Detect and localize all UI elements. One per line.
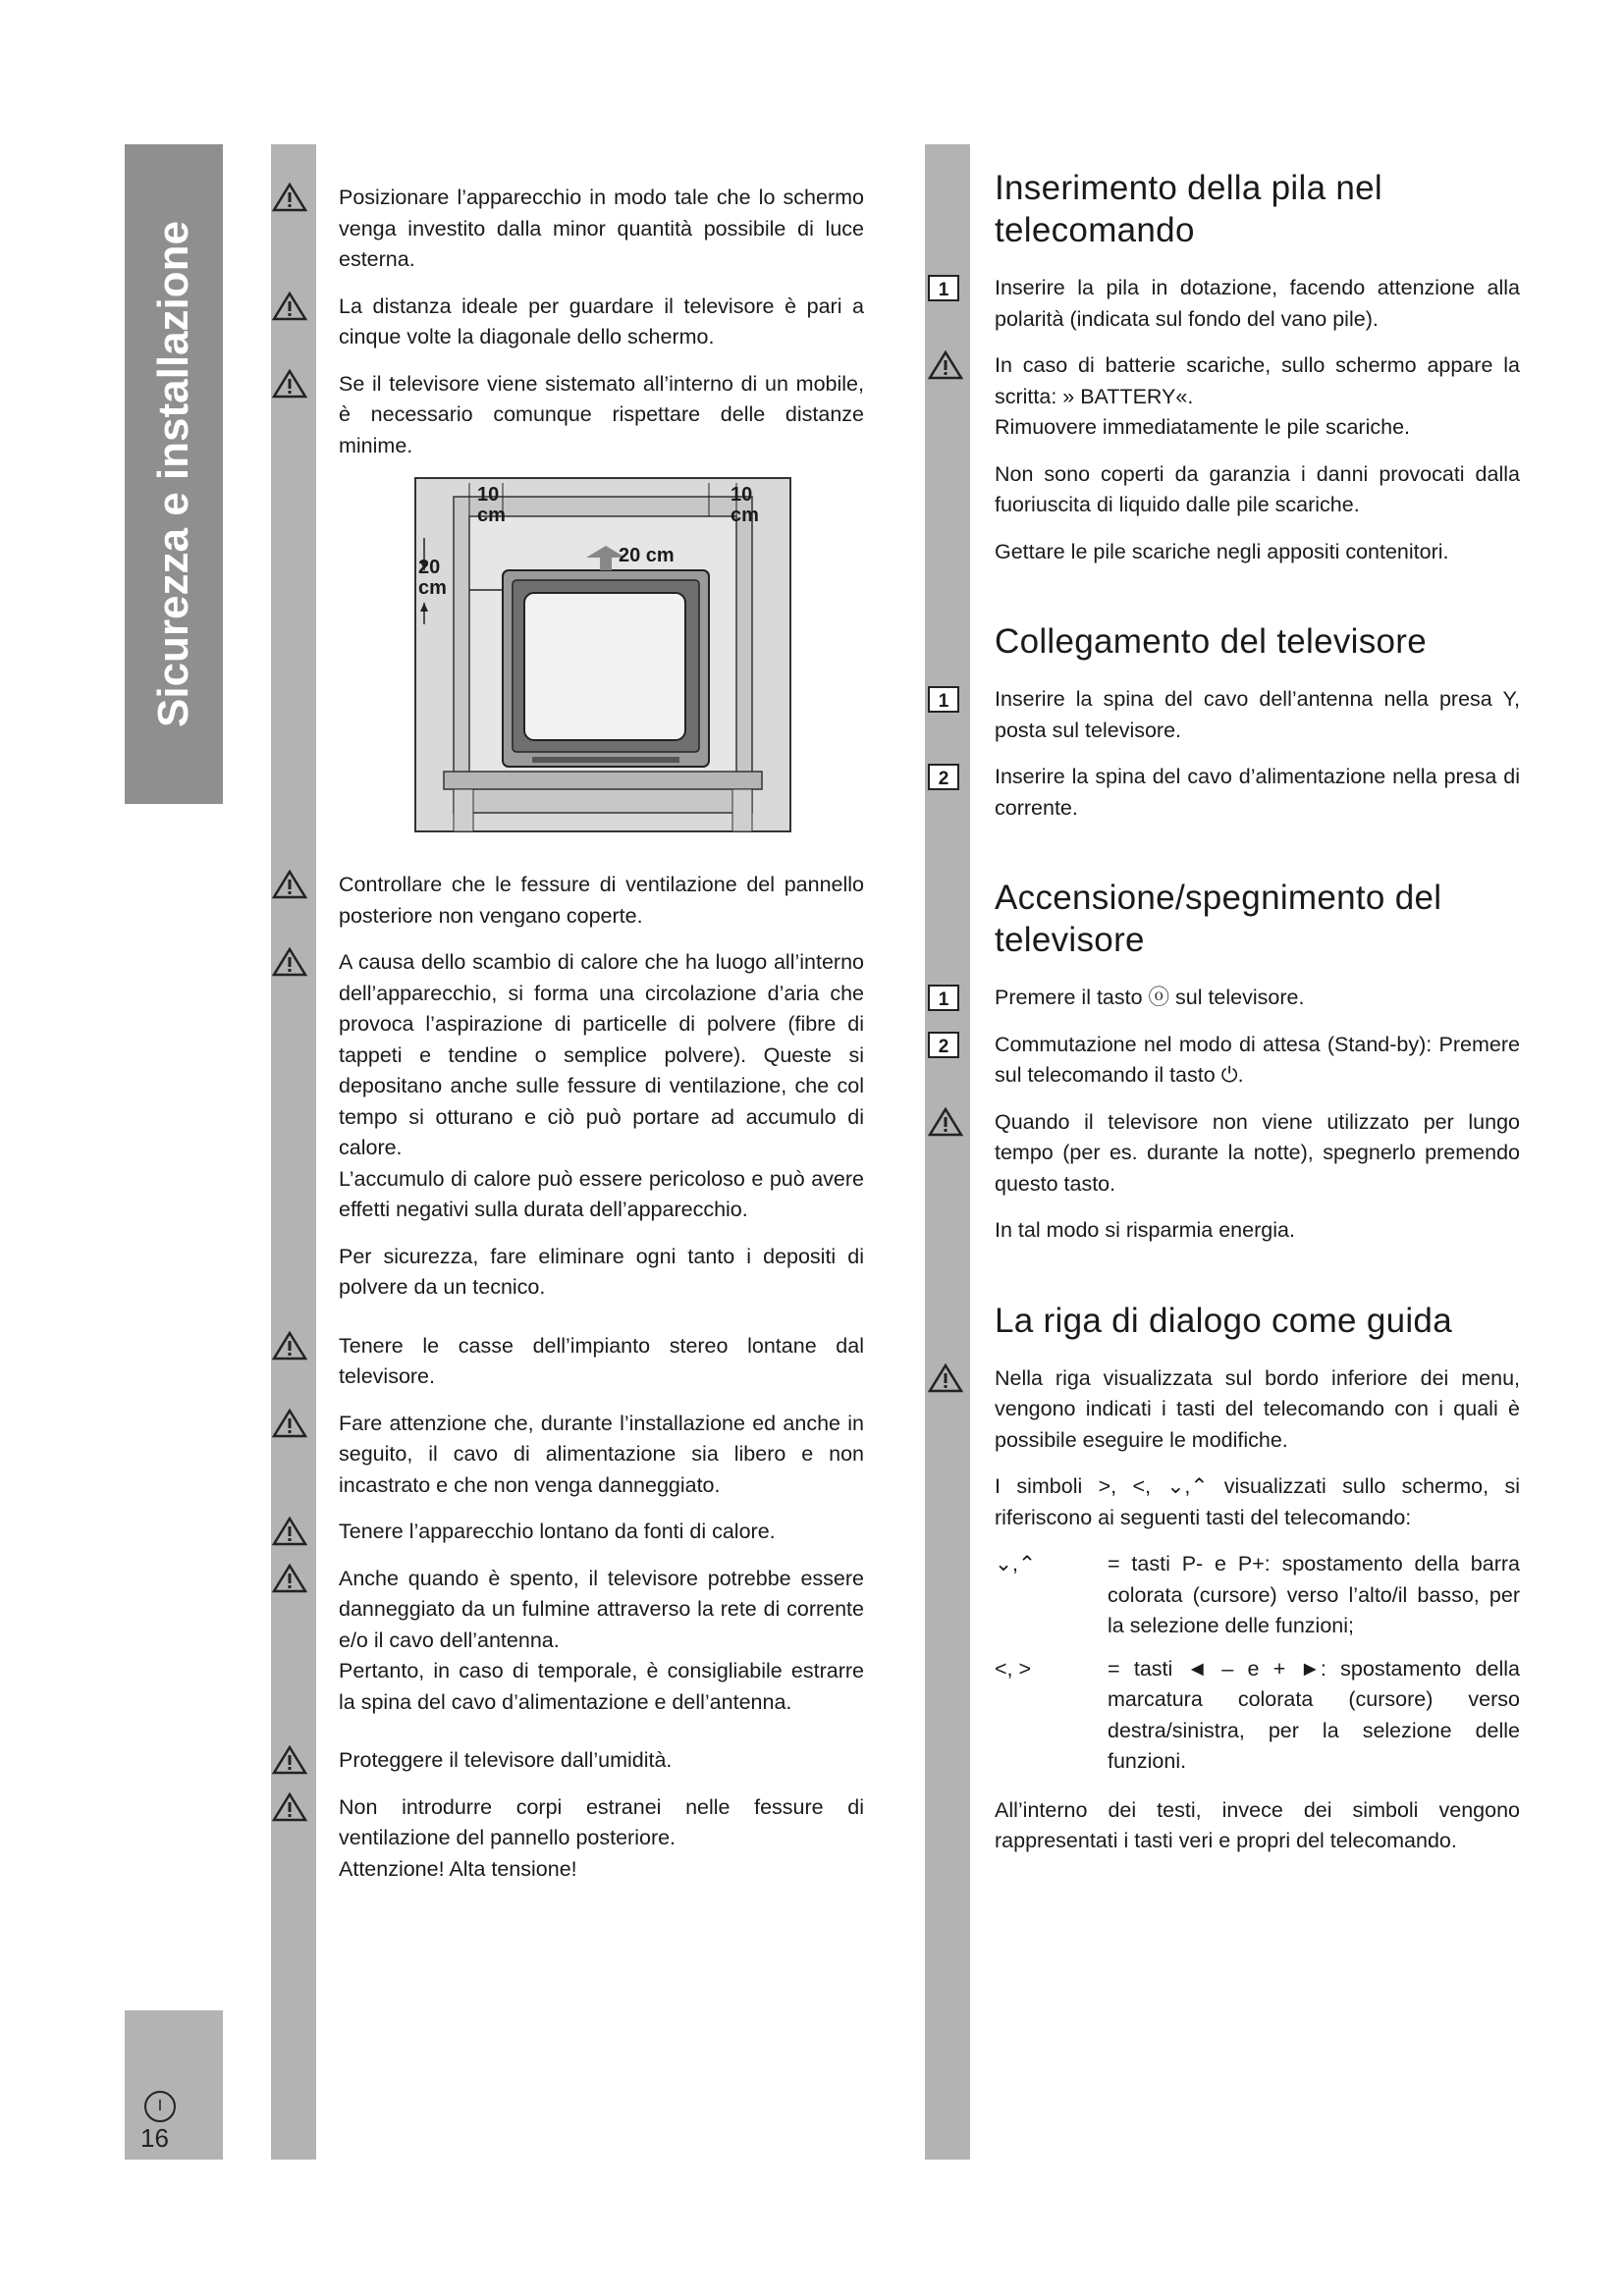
safety-paragraph: L’accumulo di calore può essere pericoloso e può avere effetti negativi sulla durata dell’apparecchio. — [339, 1166, 864, 1221]
step-number: 1 — [928, 686, 959, 713]
diagram-label: 10 cm — [477, 484, 506, 526]
symbol-definition — [995, 1549, 1520, 1642]
symbol-description: = tasti ◄ – e + ►: spostamento della marcatura colorata (cursore) verso destra/sinistra, per la selezione delle funzioni. — [1108, 1656, 1520, 1773]
symbol-key: ⌄,⌃ — [995, 1552, 1037, 1575]
safety-paragraph: La distanza ideale per guardare il televisore è pari a cinque volte la diagonale dello schermo. — [339, 292, 864, 353]
symbol-definition — [995, 1654, 1520, 1778]
note-paragraph: Quando il televisore non viene utilizzato per lungo tempo (per es. durante la notte), spegnerlo premendo questo tasto. — [995, 1107, 1520, 1201]
safety-paragraph: Controllare che le fessure di ventilazione del pannello posteriore non vengano coperte. — [339, 870, 864, 932]
warning-icon — [272, 1745, 307, 1775]
section-heading-battery: Inserimento della pila nel telecomando — [995, 169, 1382, 249]
safety-paragraph: Tenere l’apparecchio lontano da fonti di calore. — [339, 1517, 864, 1548]
safety-paragraph: Posizionare l’apparecchio in modo tale che lo schermo venga investito dalla minor quantità possibile di luce esterna. — [339, 183, 864, 276]
section-title-vertical: Sicurezza e installazione — [149, 221, 197, 727]
note-paragraph: In caso di batterie scariche, sullo schermo appare la scritta: » BATTERY«. — [995, 350, 1520, 412]
warning-icon — [272, 870, 307, 899]
language-badge: I — [144, 2091, 176, 2122]
warning-icon — [272, 1517, 307, 1546]
diagram-label: 20 cm — [418, 557, 447, 599]
step-number: 1 — [928, 275, 959, 301]
step-number: 2 — [928, 764, 959, 790]
left-margin-strip — [271, 144, 316, 2160]
note-paragraph: Non sono coperti da garanzia i danni provocati dalla fuoriuscita di liquido dalle pile scariche. — [995, 461, 1520, 516]
left-column — [339, 183, 864, 1900]
symbol-key: <, > — [995, 1656, 1032, 1681]
symbol-description: = tasti P- e P+: spostamento della barra colorata (cursore) verso l’alto/il basso, per la selezione delle funzioni; — [1108, 1552, 1520, 1637]
step-number: 2 — [928, 1032, 959, 1058]
page-number-tab — [125, 2010, 223, 2160]
warning-icon — [272, 292, 307, 321]
step-paragraph: 2 Inserire la spina del cavo d’alimentazione nella presa di corrente. — [995, 762, 1520, 824]
section-heading-connection: Collegamento del televisore — [995, 622, 1428, 661]
safety-paragraph: Attenzione! Alta tensione! — [339, 1856, 577, 1881]
step-number: 1 — [928, 985, 959, 1011]
warning-icon — [272, 1564, 307, 1593]
note-paragraph: Nella riga visualizzata sul bordo inferiore dei menu, vengono indicati i tasti del telecomando con i quali è possibile eseguire le modifiche. — [995, 1363, 1520, 1457]
safety-paragraph: Non introdurre corpi estranei nelle fessure di ventilazione del pannello posteriore. — [339, 1792, 864, 1854]
page-number: 16 — [140, 2123, 169, 2153]
step-paragraph: 1 Inserire la spina del cavo dell’antenna nella presa Y, posta sul televisore. — [995, 684, 1520, 746]
safety-paragraph: Anche quando è spento, il televisore potrebbe essere danneggiato da un fulmine attraverso la rete di corrente e/o il cavo dell’antenna. — [339, 1564, 864, 1657]
safety-paragraph: Per sicurezza, fare eliminare ogni tanto i depositi di polvere da un tecnico. — [339, 1244, 864, 1299]
right-column — [938, 167, 1520, 1873]
step-paragraph: 1 Inserire la pila in dotazione, facendo attenzione alla polarità (indicata sul fondo del vano pile). — [995, 273, 1520, 335]
note-paragraph: Gettare le pile scariche negli appositi contenitori. — [995, 539, 1449, 563]
warning-icon — [272, 1409, 307, 1438]
section-side-tab — [125, 144, 223, 804]
safety-paragraph: A causa dello scambio di calore che ha luogo all’interno dell’apparecchio, si forma una circolazione d’aria che provoca l’aspirazione di particelle di polvere (fibre di tappeti e tendine o semplice polvere). Queste si depositano anche sulle fessure di ventilazione, che col tempo si otturano e ciò può portare ad accumulo di calore. — [339, 947, 864, 1164]
diagram-label: 20 cm — [619, 545, 675, 566]
step-paragraph: 1 Premere il tasto ⓞ sul televisore. — [995, 983, 1520, 1014]
diagram-label: 10 cm — [731, 484, 759, 526]
warning-icon — [928, 1363, 963, 1393]
warning-icon — [272, 1331, 307, 1361]
warning-icon — [272, 183, 307, 212]
section-heading-power: Accensione/spegnimento del televisore — [995, 879, 1442, 959]
safety-paragraph: Fare attenzione che, durante l’installazione ed anche in seguito, il cavo di alimentazione sia libero e non incastrato e che non venga danneggiato. — [339, 1409, 864, 1502]
safety-paragraph: Se il televisore viene sistemato all’interno di un mobile, è necessario comunque rispettare delle distanze minime. — [339, 369, 864, 462]
note-paragraph: In tal modo si risparmia energia. — [995, 1218, 1295, 1242]
note-paragraph: I simboli >, <, ⌄,⌃ visualizzati sullo schermo, si riferiscono ai seguenti tasti del telecomando: — [995, 1474, 1520, 1529]
note-paragraph: All’interno dei testi, invece dei simboli vengono rappresentati i tasti veri e propri del telecomando. — [995, 1797, 1520, 1852]
note-paragraph: Rimuovere immediatamente le pile scariche. — [995, 415, 1411, 439]
warning-icon — [272, 1792, 307, 1822]
warning-icon — [928, 350, 963, 380]
warning-icon — [272, 369, 307, 399]
step-paragraph: 2 Commutazione nel modo di attesa (Stand-by): Premere sul telecomando il tasto ⏻. — [995, 1030, 1520, 1092]
warning-icon — [272, 947, 307, 977]
safety-paragraph: Pertanto, in caso di temporale, è consigliabile estrarre la spina del cavo d’alimentazione e dell’antenna. — [339, 1659, 864, 1714]
safety-paragraph: Tenere le casse dell’impianto stereo lontane dal televisore. — [339, 1331, 864, 1393]
safety-paragraph: Proteggere il televisore dall’umidità. — [339, 1745, 864, 1777]
section-heading-dialog-line: La riga di dialogo come guida — [995, 1301, 1452, 1340]
right-margin-strip — [925, 144, 970, 2160]
cabinet-distance-diagram — [414, 477, 791, 832]
warning-icon — [928, 1107, 963, 1137]
